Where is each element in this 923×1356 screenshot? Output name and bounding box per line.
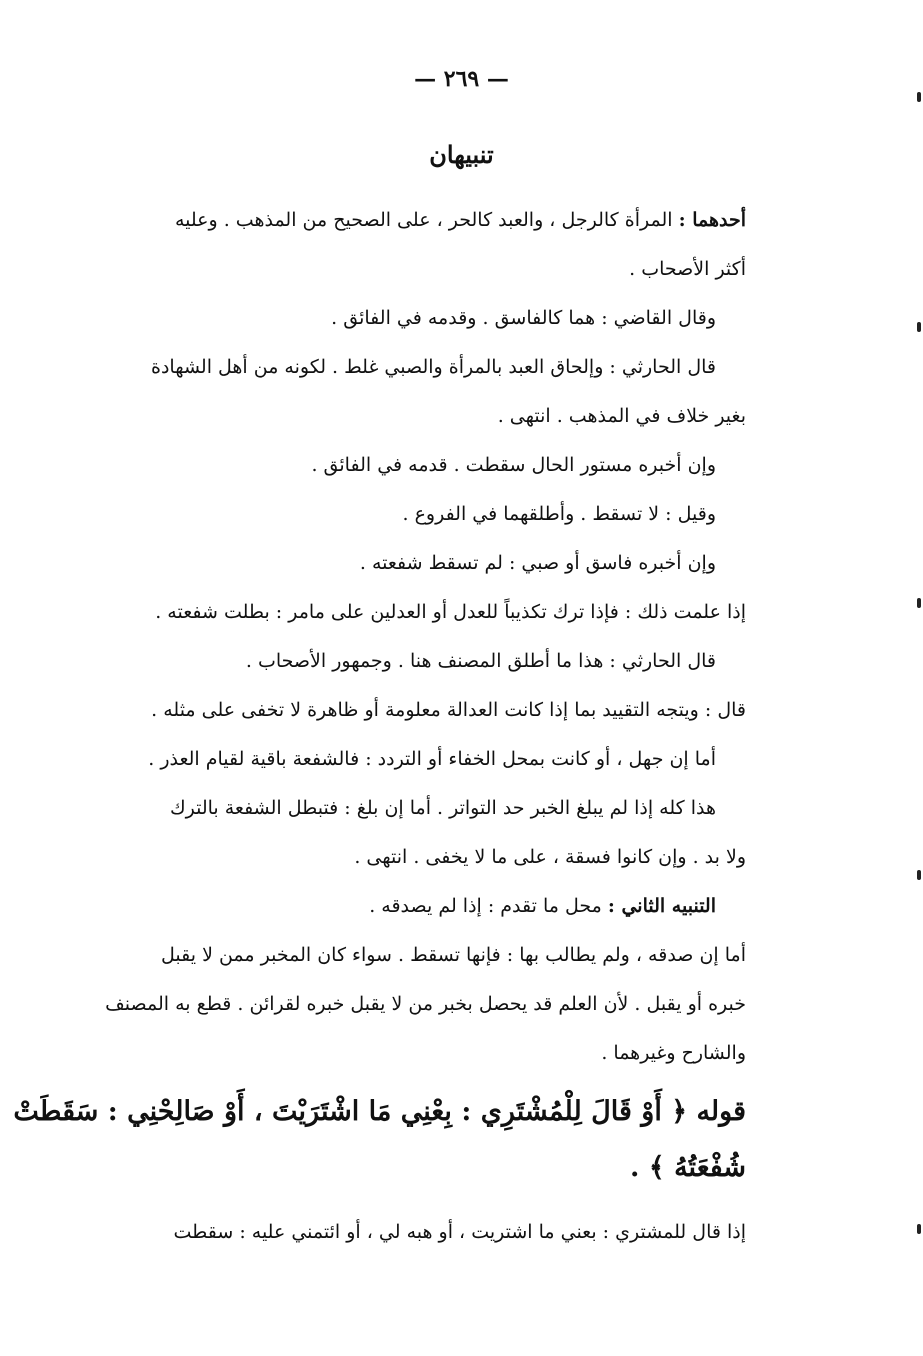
line-text: المرأة كالرجل ، والعبد كالحر ، على الصحيح من المذهب . وعليه	[174, 209, 679, 231]
line-text: قال الحارثي : وإلحاق العبد بالمرأة والصبي غلط . لكونه من أهل الشهادة	[151, 356, 716, 378]
paragraph-line	[169, 784, 746, 833]
paragraph-line	[178, 490, 746, 539]
quoted-matn	[13, 1084, 746, 1196]
line-text: هذا كله إذا لم يبلغ الخبر حد التواتر . أما إن بلغ : فتبطل الشفعة بالترك	[169, 797, 716, 819]
quote-line: قوله ﴿ أَوْ قَالَ لِلْمُشْتَرِي : بِعْنِي مَا اشْتَرَيْتَ ، أَوْ صَالِحْنِي : سَقَطَتْ	[13, 1096, 746, 1127]
line-text: وقيل : لا تسقط . وأطلقهما في الفروع .	[402, 503, 716, 525]
section-heading: تنبيهان	[429, 140, 494, 169]
line-text: ولا بد . وإن كانوا فسقة ، على ما لا يخفى . انتهى .	[354, 846, 746, 868]
line-text: والشارح وغيرهما .	[601, 1042, 746, 1064]
quote-line: شُفْعَتُهُ ﴾ .	[630, 1152, 746, 1183]
paragraph-line	[178, 882, 746, 931]
paragraph-line	[178, 539, 746, 588]
line-text: أما إن صدقه ، ولم يطالب بها : فإنها تسقط . سواء كان المخبر ممن لا يقبل	[161, 944, 746, 966]
scan-edge-mark	[917, 92, 921, 102]
paragraph-line	[148, 735, 746, 784]
line-text: قال الحارثي : هذا ما أطلق المصنف هنا . وجمهور الأصحاب .	[245, 650, 716, 672]
scan-edge-mark	[917, 1224, 921, 1234]
paragraph-line	[178, 637, 746, 686]
body-text	[13, 196, 746, 1257]
paragraph-line	[178, 294, 746, 343]
paragraph-line	[151, 343, 746, 392]
paragraph-line	[178, 392, 746, 441]
paragraph-line	[178, 441, 746, 490]
line-text: محل ما تقدم : إذا لم يصدقه .	[369, 895, 608, 917]
line-text: وإن أخبره فاسق أو صبي : لم تسقط شفعته .	[359, 552, 716, 574]
paragraph-line: إذا قال للمشتري : بعني ما اشتريت ، أو هبه لي ، أو ائتمني عليه : سقطت	[173, 1221, 746, 1243]
scan-edge-mark	[917, 598, 921, 608]
paragraph-line	[161, 931, 746, 980]
paragraph-line	[155, 588, 746, 637]
paragraph-line	[174, 196, 746, 245]
page-number: — ٢٦٩ —	[414, 66, 509, 92]
line-text: أما إن جهل ، أو كانت بمحل الخفاء أو التردد : فالشفعة باقية لقيام العذر .	[148, 748, 716, 770]
scan-edge-mark	[917, 322, 921, 332]
paragraph-line	[151, 686, 746, 735]
paragraph-line	[178, 1029, 746, 1078]
line-text: قال : ويتجه التقييد بما إذا كانت العدالة معلومة أو ظاهرة لا تخفى على مثله .	[151, 699, 746, 721]
lead-term: أحدهما :	[678, 209, 746, 231]
paragraph-line	[105, 980, 746, 1029]
paragraph-line	[178, 833, 746, 882]
paragraph-line	[178, 245, 746, 294]
line-text: وقال القاضي : هما كالفاسق . وقدمه في الفائق .	[331, 307, 716, 329]
line-text: إذا علمت ذلك : فإذا ترك تكذيباً للعدل أو العدلين على مامر : بطلت شفعته .	[155, 601, 746, 623]
scan-edge-mark	[917, 870, 921, 880]
line-text: وإن أخبره مستور الحال سقطت . قدمه في الفائق .	[311, 454, 716, 476]
line-text: بغير خلاف في المذهب . انتهى .	[497, 405, 746, 427]
line-text: خبره أو يقبل . لأن العلم قد يحصل بخبر من لا يقبل خبره لقرائن . قطع به المصنف	[105, 993, 746, 1015]
lead-term: التنبيه الثاني :	[607, 895, 716, 917]
line-text: أكثر الأصحاب .	[629, 258, 746, 280]
